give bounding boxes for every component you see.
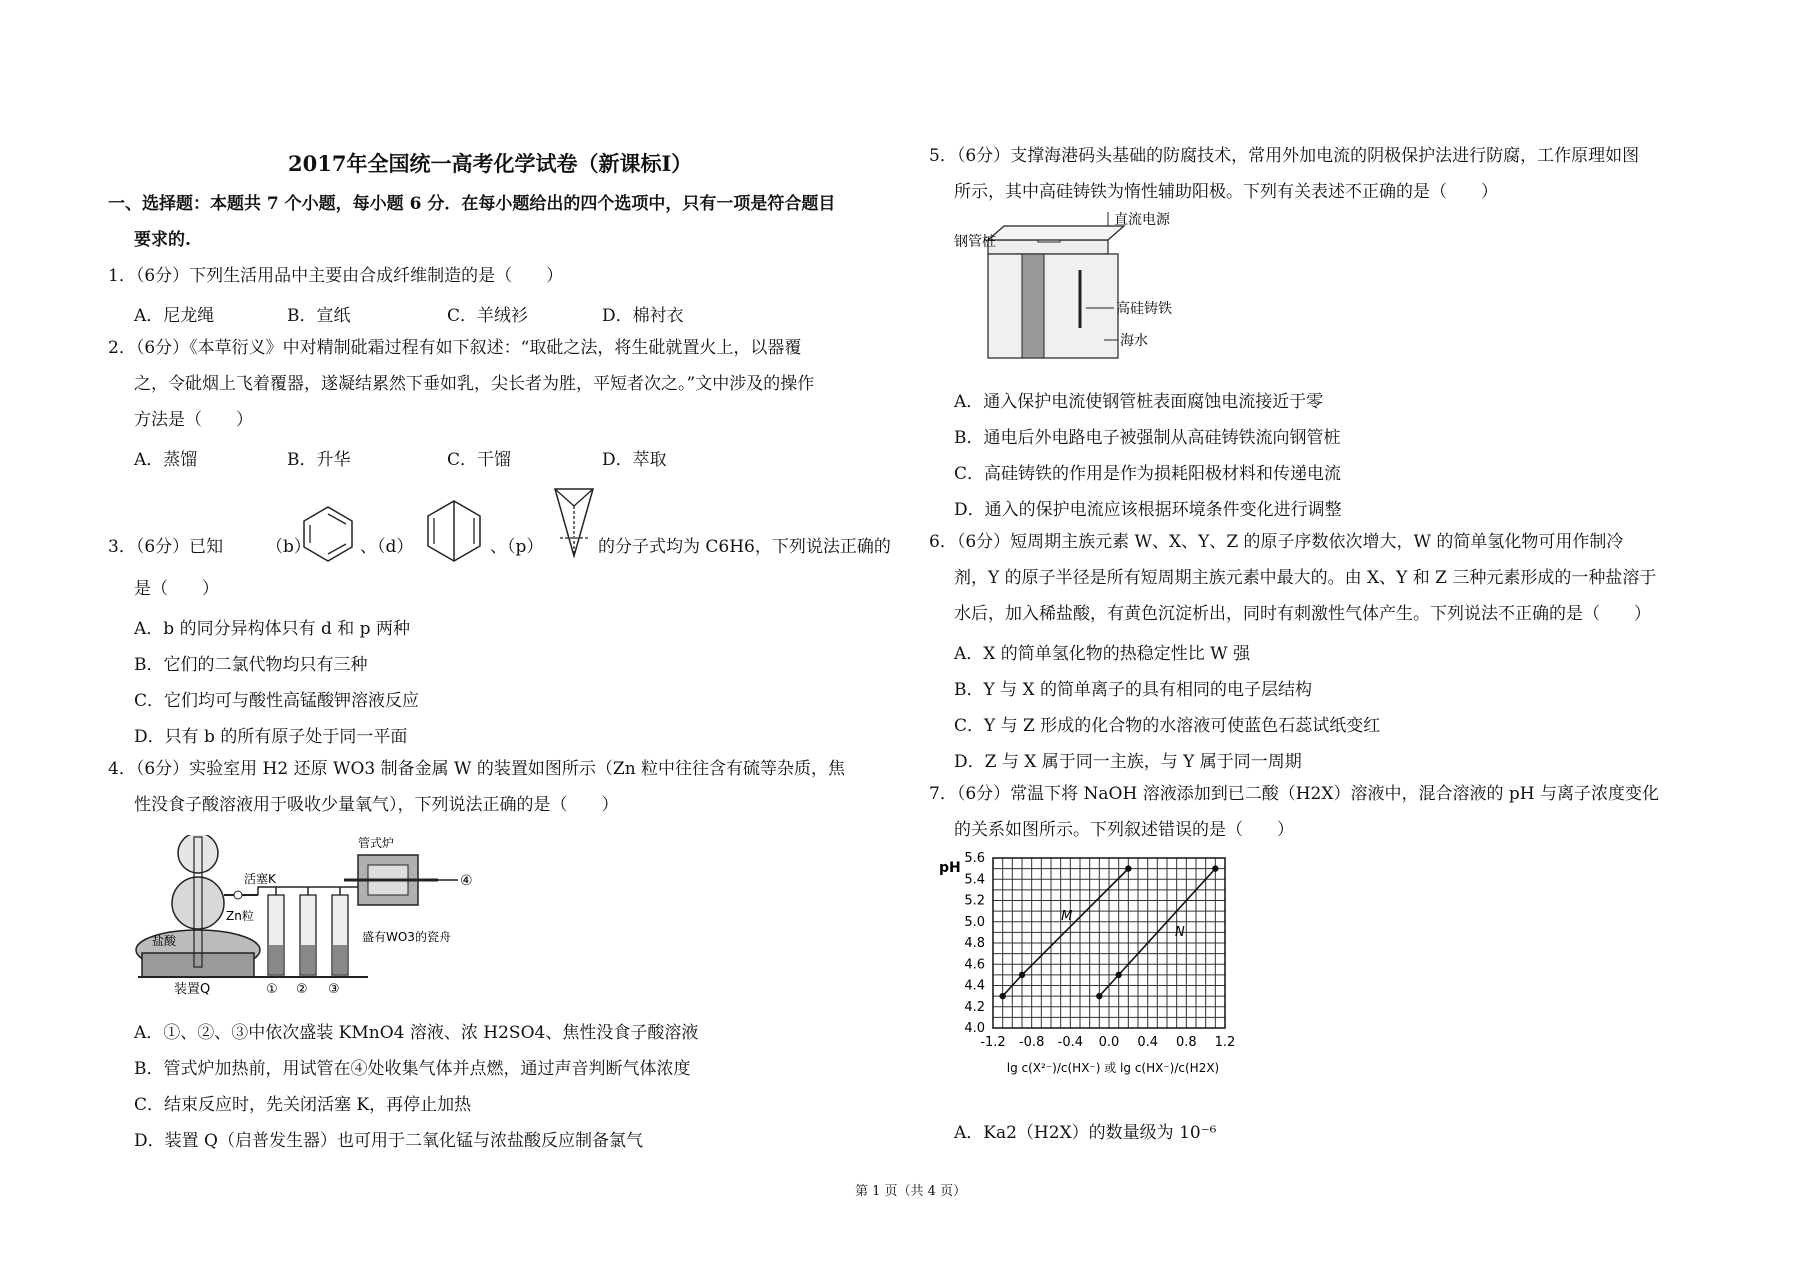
benzene-structure [300, 503, 356, 565]
q2-stem-line2: 之，令砒烟上飞着覆器，遂凝结累然下垂如乳，尖长者为胜，平短者次之。”文中涉及的操作 [134, 374, 815, 394]
q5-option-c: C．高硅铸铁的作用是作为损耗阳极材料和传递电流 [954, 464, 1342, 484]
data-point-M [999, 993, 1005, 999]
q3-option-a: A．b 的同分异构体只有 d 和 p 两种 [134, 619, 410, 639]
x-tick-label: -0.8 [1018, 1035, 1045, 1050]
q3-label-b: （b） [266, 537, 311, 557]
q4-option-d: D．装置 Q（启普发生器）也可用于二氧化锰与浓盐酸反应制备氯气 [134, 1131, 643, 1151]
q2-stem-line3: 方法是（ ） [134, 410, 253, 430]
q4-stem-line1: 4．（6分）实验室用 H2 还原 WO3 制备金属 W 的装置如图所示（Zn 粒中往往含有硫等杂质，焦 [108, 759, 846, 779]
q4-option-b: B．管式炉加热前，用试管在④处收集气体并点燃，通过声音判断气体浓度 [134, 1059, 691, 1079]
q5-stem-line2: 所示，其中高硅铸铁为惰性辅助阳极。下列有关表述不正确的是（ ） [954, 182, 1498, 202]
q2-option-b: B．升华 [287, 450, 351, 470]
q4-option-c: C．结束反应时，先关闭活塞 K，再停止加热 [134, 1095, 472, 1115]
q4-stem-line2: 性没食子酸溶液用于吸收少量氧气），下列说法正确的是（ ） [134, 795, 619, 815]
hydrogen-apparatus-figure [108, 835, 568, 995]
q6-stem-line1: 6．（6分）短周期主族元素 W、X、Y、Z 的原子序数依次增大，W 的简单氢化物可用作制冷 [929, 532, 1624, 552]
y-tick-label: 5.4 [964, 872, 985, 888]
q7-stem-line2: 的关系如图所示。下列叙述错误的是（ ） [954, 820, 1294, 840]
series-label-N: N [1175, 924, 1185, 940]
x-tick-label: 1.2 [1214, 1035, 1236, 1050]
y-tick-label: 4.6 [964, 957, 985, 973]
q6-stem-line3: 水后，加入稀盐酸，有黄色沉淀析出，同时有刺激性气体产生。下列说法不正确的是（ ） [954, 604, 1651, 624]
x-tick-label: -0.4 [1057, 1035, 1084, 1050]
x-tick-label: 0.4 [1137, 1035, 1159, 1050]
q3-option-c: C．它们均可与酸性高锰酸钾溶液反应 [134, 691, 420, 711]
q6-option-a: A．X 的简单氢化物的热稳定性比 W 强 [954, 644, 1251, 664]
q3-option-b: B．它们的二氯代物均只有三种 [134, 655, 368, 675]
bottle-1-label: ① [266, 982, 278, 995]
q2-option-a: A．蒸馏 [134, 450, 198, 470]
q7-option-a: A．Ka2（H2X）的数量级为 10⁻⁶ [954, 1123, 1217, 1143]
data-point-N [1212, 865, 1218, 871]
x-tick-label: -1.2 [980, 1035, 1006, 1050]
q3-option-d: D．只有 b 的所有原子处于同一平面 [134, 727, 408, 747]
q1-stem: 1．（6分）下列生活用品中主要由合成纤维制造的是（ ） [108, 266, 564, 286]
q5-option-b: B．通电后外电路电子被强制从高硅铸铁流向钢管桩 [954, 428, 1341, 448]
q4-option-a: A．①、②、③中依次盛装 KMnO4 溶液、浓 H2SO4、焦性没食子酸溶液 [134, 1023, 699, 1043]
y-tick-label: 5.2 [964, 893, 985, 909]
q2-option-d: D．萃取 [602, 450, 667, 470]
section-heading: 一、选择题：本题共 7 个小题，每小题 6 分．在每小题给出的四个选项中，只有一项是符合题目 [108, 194, 836, 214]
power-supply-label: 直流电源 [1114, 212, 1170, 228]
outlet-4-label: ④ [460, 873, 473, 889]
apparatus-q-label: 装置Q [174, 982, 211, 995]
q6-option-b: B．Y 与 X 的简单离子的具有相同的电子层结构 [954, 680, 1313, 700]
cathodic-protection-figure [954, 210, 1214, 370]
porcelain-boat-label: 盛有WO3的瓷舟 [362, 930, 451, 944]
page-title: 2017年全国统一高考化学试卷（新课标I） [288, 151, 693, 176]
q5-option-a: A．通入保护电流使钢管桩表面腐蚀电流接近于零 [954, 392, 1324, 412]
series-label-M: M [1061, 908, 1073, 924]
y-tick-label: 4.2 [964, 999, 985, 1015]
q6-stem-line2: 剂，Y 的原子半径是所有短周期主族元素中最大的。由 X、Y 和 Z 三种元素形成的一种盐溶于 [954, 568, 1657, 588]
data-point-M [1019, 972, 1025, 978]
bottle-3-label: ③ [328, 982, 340, 995]
x-tick-label: 0.0 [1098, 1035, 1120, 1050]
tube-furnace-label: 管式炉 [358, 836, 395, 850]
x-axis-label: lg c(X²⁻)/c(HX⁻) 或 lg c(HX⁻)/c(H2X) [1006, 1061, 1220, 1075]
q1-option-c: C．羊绒衫 [447, 306, 529, 326]
dewar-benzene-structure [424, 498, 484, 564]
x-tick-label: 0.8 [1175, 1035, 1197, 1050]
data-point-N [1115, 972, 1121, 978]
bottle-2-label: ② [296, 982, 308, 995]
y-tick-label: 5.0 [964, 914, 985, 930]
q6-option-d: D．Z 与 X 属于同一主族，与 Y 属于同一周期 [954, 752, 1302, 772]
q5-option-d: D．通入的保护电流应该根据环境条件变化进行调整 [954, 500, 1342, 520]
y-tick-label: 4.0 [964, 1021, 985, 1036]
data-point-N [1096, 993, 1102, 999]
q6-option-c: C．Y 与 Z 形成的化合物的水溶液可使蓝色石蕊试纸变红 [954, 716, 1381, 736]
prismane-structure [552, 486, 596, 558]
seawater-label: 海水 [1120, 333, 1148, 349]
q1-option-d: D．棉衬衣 [602, 306, 684, 326]
y-axis-label: pH [939, 860, 961, 876]
q3-sep-d: 、（d） [360, 537, 414, 557]
steel-pile-label: 钢管桩 [954, 234, 996, 250]
q2-stem-line1: 2．（6分）《本草衍义》中对精制砒霜过程有如下叙述：“取砒之法，将生砒就置火上，以器覆 [108, 338, 802, 358]
hydrochloric-acid-label: 盐酸 [152, 934, 177, 948]
y-tick-label: 4.8 [964, 936, 985, 951]
q5-stem-line1: 5．（6分）支撑海港码头基础的防腐技术，常用外加电流的阴极保护法进行防腐，工作原理如图 [929, 146, 1640, 166]
q3-sep-p: 、（p） [490, 537, 544, 557]
q1-option-b: B．宣纸 [287, 306, 351, 326]
q3-stem-line2: 是（ ） [134, 579, 219, 599]
q3-suffix: 的分子式均为 C6H6，下列说法正确的 [598, 537, 891, 557]
ph-chart [925, 848, 1245, 1118]
stopcock-label: 活塞K [244, 872, 276, 886]
zinc-label: Zn粒 [226, 909, 254, 923]
y-tick-label: 4.4 [964, 978, 985, 994]
q7-stem-line1: 7．（6分）常温下将 NaOH 溶液添加到已二酸（H2X）溶液中，混合溶液的 pH 与离子浓度变化 [929, 784, 1659, 804]
data-point-M [1125, 865, 1131, 871]
q2-option-c: C．干馏 [447, 450, 512, 470]
page-footer: 第 1 页（共 4 页） [855, 1184, 967, 1199]
y-tick-label: 5.6 [964, 851, 985, 866]
q1-option-a: A．尼龙绳 [134, 306, 215, 326]
silicon-iron-label: 高硅铸铁 [1116, 301, 1172, 317]
section-heading-cont: 要求的. [134, 230, 191, 250]
q3-prefix: 3．（6分）已知 [108, 537, 224, 557]
